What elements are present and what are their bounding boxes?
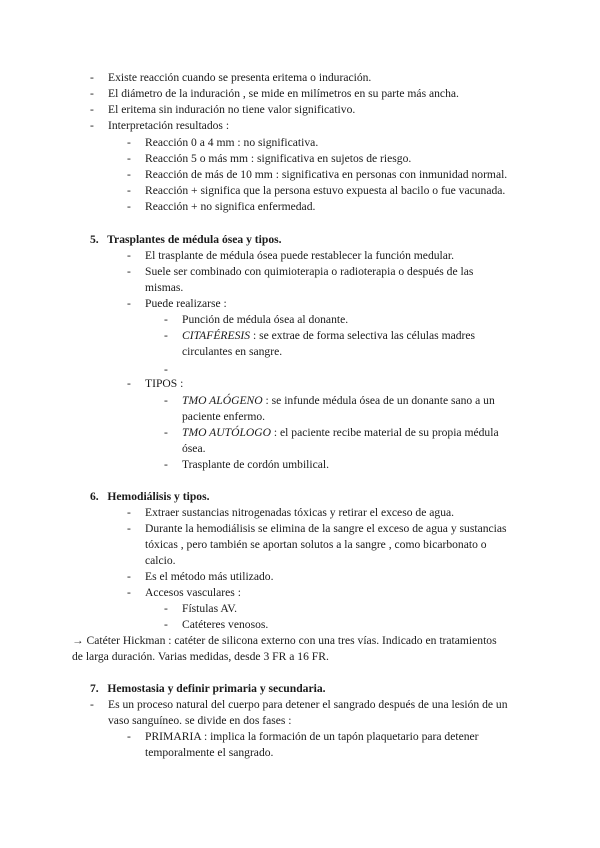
bullet: -: [127, 265, 131, 278]
text-line: [182, 328, 475, 344]
text-line: Punción de médula ósea al donante.: [182, 313, 349, 326]
bullet: -: [127, 586, 131, 599]
text-line: Reacción + significa que la persona estuvo expuesta al bacilo o fue vacunada.: [145, 184, 506, 197]
text-line: ósea.: [182, 442, 206, 455]
definition: : se extrae de forma selectiva las células madres: [250, 329, 476, 342]
bullet: -: [164, 602, 168, 615]
section-heading: 6. Hemodiálisis y tipos.: [90, 490, 210, 503]
bullet: -: [90, 87, 94, 100]
bullet: -: [127, 184, 131, 197]
text-line: Extraer sustancias nitrogenadas tóxicas y retirar el exceso de agua.: [145, 506, 455, 519]
text-line: paciente enfermo.: [182, 410, 266, 423]
bullet: -: [127, 377, 131, 390]
bullet: -: [90, 119, 94, 132]
text-line: PRIMARIA : implica la formación de un tapón plaquetario para detener: [145, 730, 479, 743]
bullet: -: [164, 313, 168, 326]
section-heading: 7. Hemostasia y definir primaria y secundaria.: [90, 682, 326, 695]
text-line: calcio.: [145, 554, 176, 567]
text-line: Es el método más utilizado.: [145, 570, 274, 583]
definition: : se infunde médula ósea de un donante sano a un: [262, 394, 495, 407]
text-line: circulantes en sangre.: [182, 345, 283, 358]
bullet: -: [164, 394, 168, 407]
text-line: mismas.: [145, 281, 184, 294]
text-line: Catéteres venosos.: [182, 618, 269, 631]
text-line: Reacción + no significa enfermedad.: [145, 200, 316, 213]
text-line: Fístulas AV.: [182, 602, 237, 615]
bullet: -: [127, 522, 131, 535]
note-line: de larga duración. Varias medidas, desde 3 FR a 16 FR.: [72, 650, 329, 663]
section-heading: 5. Trasplantes de médula ósea y tipos.: [90, 233, 282, 246]
bullet: -: [90, 698, 94, 711]
bullet: -: [164, 426, 168, 439]
bullet: -: [164, 329, 168, 342]
text-line: temporalmente el sangrado.: [145, 746, 274, 759]
bullet: -: [164, 618, 168, 631]
note-line: → Catéter Hickman : catéter de silicona externo con una tres vías. Indicado en tratamientos: [72, 634, 497, 647]
bullet: -: [127, 506, 131, 519]
text-line: Es un proceso natural del cuerpo para detener el sangrado después de una lesión de un: [108, 698, 508, 711]
text-line: TIPOS :: [145, 377, 184, 390]
bullet: -: [127, 297, 131, 310]
text-line: El eritema sin induración no tiene valor significativo.: [108, 103, 356, 116]
term: TMO ALÓGENO: [182, 394, 263, 407]
bullet: -: [127, 136, 131, 149]
term: TMO AUTÓLOGO: [182, 426, 272, 439]
definition: : el paciente recibe material de su propia médula: [271, 426, 499, 439]
bullet: -: [127, 730, 131, 743]
bullet: -: [90, 71, 94, 84]
text-line: tóxicas , pero también se aportan solutos a la sangre , como bicarbonato o: [145, 538, 487, 551]
bullet: -: [127, 168, 131, 181]
bullet: -: [164, 363, 168, 376]
text-line: Reacción de más de 10 mm : significativa en personas con inmunidad normal.: [145, 168, 508, 181]
bullet: -: [127, 249, 131, 262]
term: CITAFÉRESIS: [182, 329, 251, 342]
text-line: El trasplante de médula ósea puede restablecer la función medular.: [145, 249, 455, 262]
bullet: -: [90, 103, 94, 116]
text-line: Reacción 0 a 4 mm : no significativa.: [145, 136, 319, 149]
text-line: Existe reacción cuando se presenta eritema o induración.: [108, 71, 372, 84]
text-line: Trasplante de cordón umbilical.: [182, 458, 330, 471]
text-line: Suele ser combinado con quimioterapia o radioterapia o después de las: [145, 265, 474, 278]
text-line: Durante la hemodiálisis se elimina de la sangre el exceso de agua y sustancias: [145, 522, 507, 535]
bullet: -: [127, 570, 131, 583]
text-line: Accesos vasculares :: [145, 586, 241, 599]
text-line: Interpretación resultados :: [108, 119, 230, 132]
text-line: vaso sanguíneo. se divide en dos fases :: [108, 714, 292, 727]
text-line: Reacción 5 o más mm : significativa en sujetos de riesgo.: [145, 152, 412, 165]
text-line: El diámetro de la induración , se mide en milímetros en su parte más ancha.: [108, 87, 459, 100]
bullet: -: [164, 458, 168, 471]
text-line: [182, 393, 495, 409]
bullet: -: [127, 152, 131, 165]
text-line: [182, 425, 499, 441]
text-line: Puede realizarse :: [145, 297, 227, 310]
bullet: -: [127, 200, 131, 213]
